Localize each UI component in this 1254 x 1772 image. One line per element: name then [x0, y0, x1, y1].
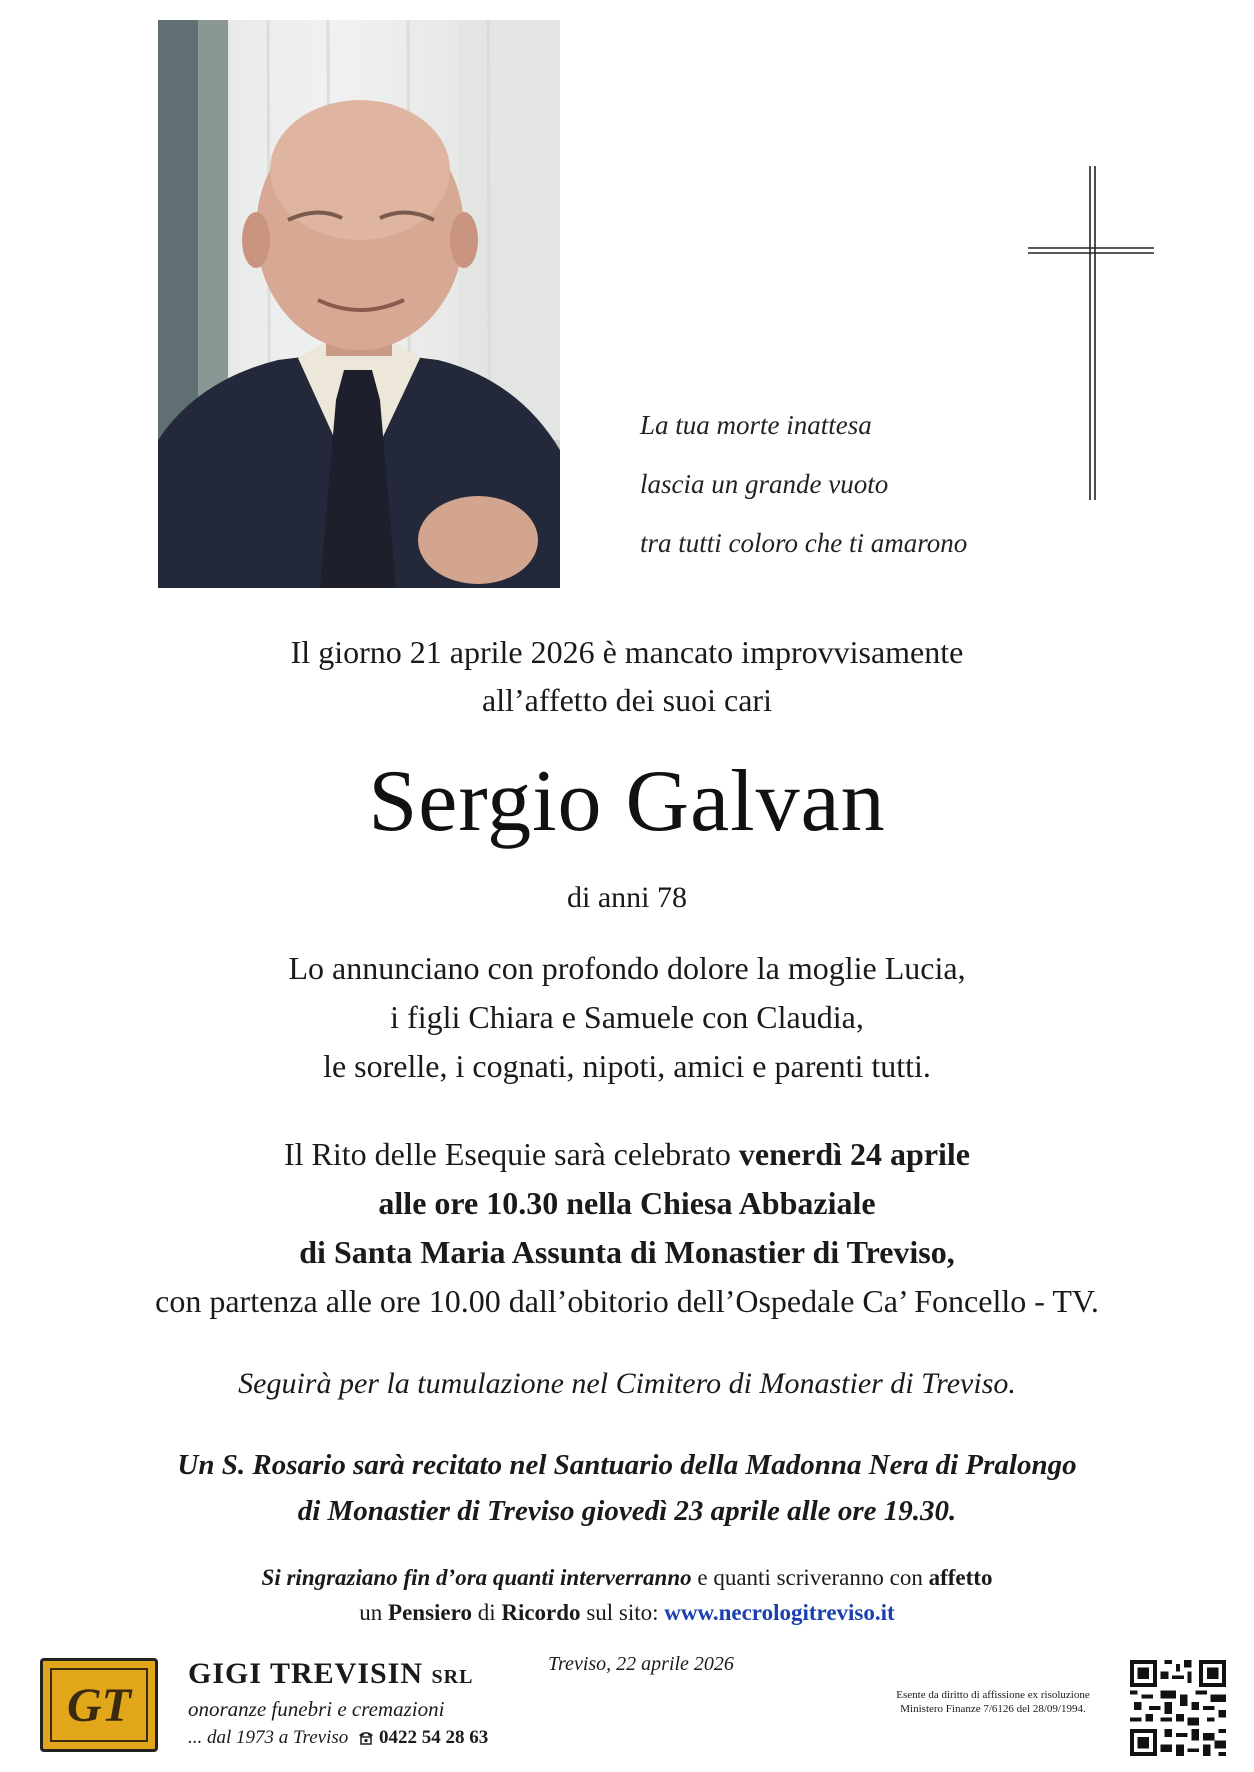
announcement-intro	[0, 628, 1254, 724]
burial-info: Seguirà per la tumulazione nel Cimitero di Monastier di Treviso.	[238, 1367, 1016, 1400]
family-line: Lo annunciano con profondo dolore la moglie Lucia,	[288, 950, 966, 986]
rite-church: di Santa Maria Assunta di Monastier di Treviso,	[299, 1234, 955, 1270]
qr-code-icon[interactable]	[1130, 1660, 1226, 1756]
deceased-name: Sergio Galvan	[368, 753, 886, 850]
phone-icon	[357, 1729, 375, 1745]
website-link[interactable]: www.necrologitreviso.it	[664, 1600, 895, 1625]
rite-time-place: alle ore 10.30 nella Chiesa Abbaziale	[378, 1185, 876, 1221]
rosary-info	[0, 1442, 1254, 1534]
dateline: Treviso, 22 aprile 2026	[548, 1653, 734, 1675]
logo-letters: GT	[67, 1679, 131, 1732]
intro-line: all’affetto dei suoi cari	[482, 682, 772, 718]
rite-line: Il Rito delle Esequie sarà celebrato venerdì 24 aprile	[284, 1136, 970, 1172]
rosary-line: di Monastier di Treviso giovedì 23 aprile alle ore 19.30.	[297, 1495, 957, 1527]
rite-departure: con partenza alle ore 10.00 dall’obitorio dell’Ospedale Ca’ Foncello - TV.	[155, 1283, 1099, 1319]
funeral-rite-info	[0, 1130, 1254, 1326]
company-logo	[40, 1658, 158, 1752]
portrait-photo	[158, 20, 560, 588]
company-tagline: onoranze funebri e cremazioni	[188, 1697, 445, 1721]
company-suffix: SRL	[431, 1666, 474, 1688]
family-line: i figli Chiara e Samuele con Claudia,	[390, 999, 864, 1035]
rite-date: venerdì 24 aprile	[738, 1136, 970, 1172]
rosary-line: Un S. Rosario sarà recitato nel Santuario della Madonna Nera di Pralongo	[177, 1449, 1077, 1481]
deceased-age: di anni 78	[567, 881, 687, 914]
family-line: le sorelle, i cognati, nipoti, amici e parenti tutti.	[323, 1048, 931, 1084]
poem	[640, 396, 1080, 573]
company-since: ... dal 1973 a Treviso	[188, 1727, 349, 1748]
thanks-note: Si ringraziano fin d’ora quanti interverranno e quanti scriveranno con affetto un Pensiero di Ricordo sul sito: www.necrologitreviso.it	[261, 1565, 993, 1625]
intro-line: Il giorno 21 aprile 2026 è mancato improvvisamente	[290, 634, 964, 670]
poem-line: La tua morte inattesa	[640, 410, 872, 440]
family-announcement	[0, 944, 1254, 1091]
company-name: GIGI TREVISIN	[188, 1657, 424, 1690]
tax-exempt-note: Esente da diritto di affissione ex risoluzione Ministero Finanze 7/6126 del 28/09/1994.	[896, 1689, 1090, 1715]
poem-line: tra tutti coloro che ti amarono	[640, 528, 968, 558]
company-info	[188, 1656, 528, 1753]
company-phone: 0422 54 28 63	[379, 1727, 489, 1748]
poem-line: lascia un grande vuoto	[640, 469, 889, 499]
